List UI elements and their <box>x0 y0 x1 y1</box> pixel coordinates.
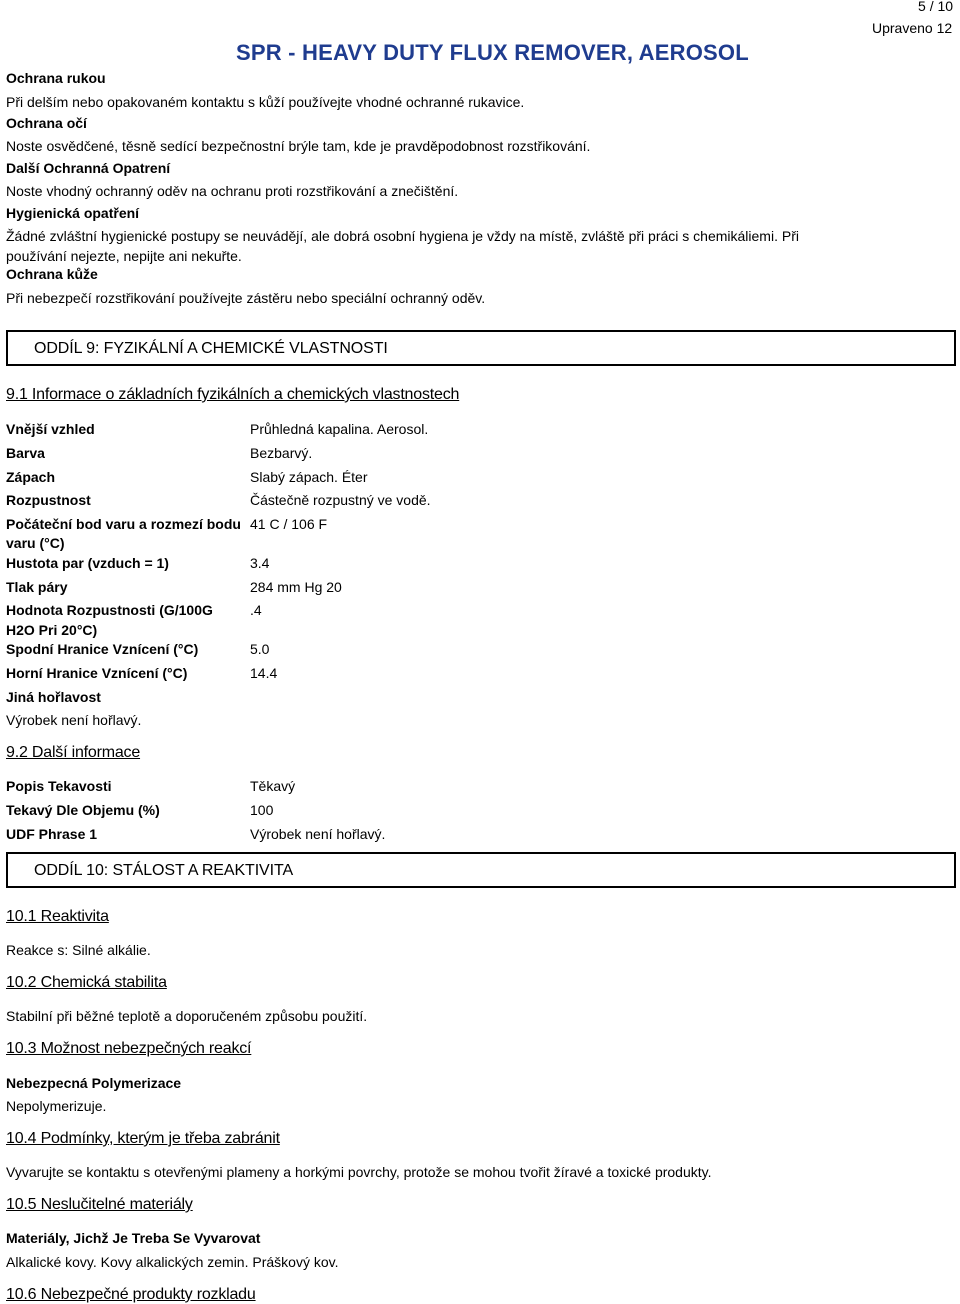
page-total: 10 <box>937 0 954 14</box>
prop-label-color: Barva <box>6 445 45 461</box>
section9-header <box>6 330 956 366</box>
page-current: 5 <box>918 0 926 14</box>
polymerization-heading: Nebezpecná Polymerizace <box>6 1075 182 1091</box>
prop-label-vapor-pressure: Tlak páry <box>6 579 68 595</box>
other-protection-text: Noste vhodný ochranný oděv na ochranu proti rozstřikování a znečištění. <box>6 183 459 199</box>
prop-label-solubility-value-line2: H2O Pri 20°C) <box>6 622 98 638</box>
section9-title: ODDÍL 9: FYZIKÁLNÍ A CHEMICKÉ VLASTNOSTI <box>34 340 388 357</box>
prop-value-appearance: Průhledná kapalina. Aerosol. <box>250 421 429 437</box>
hygiene-heading: Hygienická opatření <box>6 205 140 221</box>
flammability-text: Výrobek není hořlavý. <box>6 712 142 728</box>
prop-label-lower-flammability: Spodní Hranice Vznícení (°C) <box>6 641 199 657</box>
prop-label-boiling-point-line2: varu (°C) <box>6 535 65 551</box>
skin-protection-text: Při nebezpečí rozstřikování používejte zástěru nebo speciální ochranný oděv. <box>6 290 486 306</box>
section9-2-heading: 9.2 Další informace <box>6 744 141 761</box>
other-protection-heading: Další Ochranná Opatrení <box>6 160 171 176</box>
skin-protection-heading: Ochrana kůže <box>6 266 98 282</box>
section10-1-heading: 10.1 Reaktivita <box>6 908 109 925</box>
section10-6-heading: 10.6 Nebezpečné produkty rozkladu <box>6 1286 256 1303</box>
section10-3-heading: 10.3 Možnost nebezpečných reakcí <box>6 1040 252 1057</box>
prop-label-solubility: Rozpustnost <box>6 492 91 508</box>
section10-title: ODDÍL 10: STÁLOST A REAKTIVITA <box>34 862 294 879</box>
section10-5-heading: 10.5 Neslučitelné materiály <box>6 1196 193 1213</box>
prop-value-solubility: Částečně rozpustný ve vodě. <box>250 492 431 508</box>
other-prop-value-volatile-volume: 100 <box>250 802 274 818</box>
prop-label-appearance: Vnější vzhled <box>6 421 95 437</box>
document-title: SPR - HEAVY DUTY FLUX REMOVER, AEROSOL <box>236 40 749 65</box>
section10-4-heading: 10.4 Podmínky, kterým je třeba zabránit <box>6 1130 280 1147</box>
prop-value-odor: Slabý zápach. Éter <box>250 469 368 485</box>
hand-protection-text: Při delším nebo opakovaném kontaktu s kůží používejte vhodné ochranné rukavice. <box>6 94 525 110</box>
section10-4-text: Vyvarujte se kontaktu s otevřenými plameny a horkými povrchy, protože se mohou tvořit žíravé a toxické produkty. <box>6 1164 712 1180</box>
eye-protection-text: Noste osvědčené, těsně sedící bezpečnostní brýle tam, kde je pravděpodobnost rozstřikování. <box>6 138 591 154</box>
page-separator: / <box>929 0 934 14</box>
prop-value-solubility-value: .4 <box>250 602 262 618</box>
hygiene-text-line2: používání nejezte, nepijte ani nekuřte. <box>6 248 242 264</box>
other-prop-label-volatile-volume: Tekavý Dle Objemu (%) <box>6 802 160 818</box>
other-prop-label-udf: UDF Phrase 1 <box>6 826 98 842</box>
other-prop-value-udf: Výrobek není hořlavý. <box>250 826 386 842</box>
hygiene-text-line1: Žádné zvláštní hygienické postupy se neuvádějí, ale dobrá osobní hygiena je vždy na místě, zvláště při práci s chemikáliemi. Při <box>6 228 799 244</box>
prop-value-vapor-density: 3.4 <box>250 555 270 571</box>
section10-2-heading: 10.2 Chemická stabilita <box>6 974 167 991</box>
polymerization-text: Nepolymerizuje. <box>6 1098 107 1114</box>
page-number <box>918 0 953 14</box>
section10-header <box>6 852 956 888</box>
prop-value-lower-flammability: 5.0 <box>250 641 270 657</box>
prop-label-upper-flammability: Horní Hranice Vznícení (°C) <box>6 665 188 681</box>
hand-protection-heading: Ochrana rukou <box>6 70 106 86</box>
prop-label-vapor-density: Hustota par (vzduch = 1) <box>6 555 169 571</box>
other-prop-label-volatility: Popis Tekavosti <box>6 778 112 794</box>
prop-value-upper-flammability: 14.4 <box>250 665 278 681</box>
revised-value: 12 <box>936 20 953 36</box>
section10-2-text: Stabilní při běžné teplotě a doporučeném způsobu použití. <box>6 1008 368 1024</box>
materials-text: Alkalické kovy. Kovy alkalických zemin. Práškový kov. <box>6 1254 339 1270</box>
section9-1-heading: 9.1 Informace o základních fyzikálních a chemických vlastnostech <box>6 386 460 403</box>
prop-label-odor: Zápach <box>6 469 56 485</box>
prop-label-boiling-point: Počáteční bod varu a rozmezí bodu <box>6 516 241 532</box>
flammability-heading: Jiná hořlavost <box>6 689 101 705</box>
prop-value-vapor-pressure: 284 mm Hg 20 <box>250 579 342 595</box>
materials-heading: Materiály, Jichž Je Treba Se Vyvarovat <box>6 1230 261 1246</box>
revision-info <box>872 20 952 36</box>
section10-1-text: Reakce s: Silné alkálie. <box>6 942 151 958</box>
other-prop-value-volatility: Těkavý <box>250 778 296 794</box>
prop-value-boiling-point: 41 C / 106 F <box>250 516 328 532</box>
prop-label-solubility-value: Hodnota Rozpustnosti (G/100G <box>6 602 213 618</box>
prop-value-color: Bezbarvý. <box>250 445 313 461</box>
eye-protection-heading: Ochrana očí <box>6 115 87 131</box>
revised-label: Upraveno <box>872 20 933 36</box>
